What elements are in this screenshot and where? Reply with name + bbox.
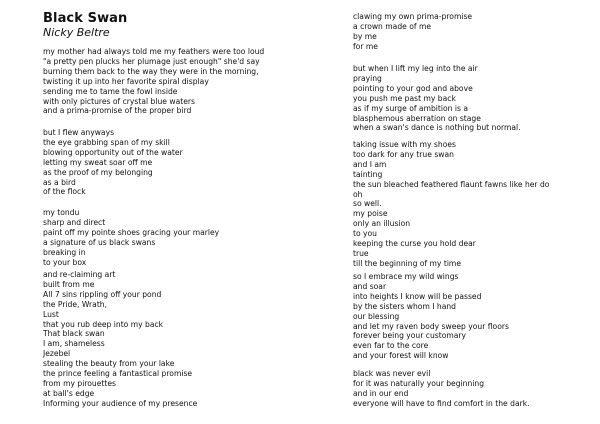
poem-line: and a prima-promise of the proper bird <box>43 106 192 116</box>
poem-line: you push me past my back <box>353 93 456 103</box>
poem-line: with only pictures of crystal blue waters <box>43 96 195 106</box>
stanza <box>353 64 521 133</box>
poem-line: taking issue with my shoes <box>353 140 456 149</box>
poem-line: from my pirouettes <box>43 378 116 388</box>
poem-line: breaking in <box>43 247 86 257</box>
poem-line: built from me <box>43 279 95 289</box>
poem-line: as a bird <box>43 177 76 187</box>
poem-line: paint off my pointe shoes gracing your marley <box>43 227 220 237</box>
poem-title: Black Swan <box>43 11 128 26</box>
poem-line: the sun bleached feathered flaunt fawns like her do <box>353 179 550 189</box>
poem-line: forever being your customary <box>353 331 467 341</box>
stanza <box>353 272 509 361</box>
poem-line: That black swan <box>43 329 105 339</box>
poem-line: of the flock <box>43 187 86 197</box>
poem-line: only an illusion <box>353 219 411 229</box>
poem-line: as the proof of my belonging <box>43 167 153 177</box>
poem-line: I am, shameless <box>43 339 105 349</box>
poem-line: for me <box>353 41 378 51</box>
poem-line: into heights I know will be passed <box>353 291 482 301</box>
poem-line: but when I lift my leg into the air <box>353 64 478 73</box>
poem-line: "a pretty pen plucks her plumage just enough" she'd say <box>43 56 260 66</box>
poem-line: burning them back to the way they were in the morning, <box>43 66 259 76</box>
poem-line: and I am <box>353 159 387 169</box>
poem-author: Nicky Beltre <box>43 26 110 39</box>
poem-line: my mother had always told me my feathers were too loud <box>43 47 265 56</box>
poem-line: by the sisters whom I hand <box>353 301 457 311</box>
poem-line: and your forest will know <box>353 351 449 361</box>
poem-line: blasphemous aberration on stage <box>353 113 481 123</box>
poem-line: our blessing <box>353 311 400 321</box>
poem-line: but I flew anyways <box>43 128 115 137</box>
poem-line: and re-claiming art <box>43 270 116 279</box>
poem-line: and soar <box>353 281 387 291</box>
stanza <box>353 12 472 52</box>
poem-line: till the beginning of my time <box>353 258 461 268</box>
poem-line: sending me to tame the fowl inside <box>43 86 178 96</box>
poem-line: Jezebel <box>43 349 71 359</box>
poem-line: so well. <box>353 199 382 209</box>
poem-line: clawing my own prima-promise <box>353 12 473 21</box>
poem-line: for it was naturally your beginning <box>353 378 485 388</box>
poem-line: tainting <box>353 169 383 179</box>
poem-line: black was never evil <box>353 369 431 378</box>
poem-line: my tondu <box>43 208 80 217</box>
poem-line: by me <box>353 31 377 41</box>
poem-line: the eye grabbing span of my skill <box>43 137 170 147</box>
poem-line: the Pride, Wrath, <box>43 299 108 309</box>
poem-line: that you rub deep into my back <box>43 319 164 329</box>
poem-line: everyone will have to find comfort in the dark. <box>353 398 530 408</box>
poem-line: to your box <box>43 257 87 267</box>
poem-line: pointing to your god and above <box>353 83 473 93</box>
poem-line: oh <box>353 189 363 199</box>
poem-line: Informing your audience of my presence <box>43 398 198 408</box>
poem-line: keeping the curse you hold dear <box>353 239 476 249</box>
poem-line: as if my surge of ambition is a <box>353 103 468 113</box>
stanza <box>43 208 219 267</box>
poem-line: All 7 sins rippling off your pond <box>43 289 162 299</box>
stanza <box>43 128 183 197</box>
poem-line: stealing the beauty from your lake <box>43 359 175 369</box>
poem-line: so I embrace my wild wings <box>353 272 459 281</box>
poem-line: letting my sweat soar off me <box>43 157 153 167</box>
poem-line: blowing opportunity out of the water <box>43 147 183 157</box>
poem-line: the prince feeling a fantastical promise <box>43 369 193 379</box>
poem-line: at ball's edge <box>43 388 95 398</box>
poem-line: true <box>353 248 369 258</box>
stanza <box>43 47 264 116</box>
poem-line: to you <box>353 229 377 239</box>
poem-line: and in our end <box>353 388 409 398</box>
poem-line: even far to the core <box>353 341 429 351</box>
poem-line: praying <box>353 73 382 83</box>
poem-line: a crown made of me <box>353 21 432 31</box>
poem-line: and let my raven body sweep your floors <box>353 321 509 331</box>
stanza <box>353 369 530 409</box>
poem-line: a signature of us black swans <box>43 237 156 247</box>
stanza <box>43 270 197 409</box>
stanza <box>353 140 549 269</box>
poem-line: Lust <box>43 309 59 319</box>
poem-line: twisting it up into her favorite spiral display <box>43 76 209 86</box>
poem-line: too dark for any true swan <box>353 149 454 159</box>
poem-line: sharp and direct <box>43 217 106 227</box>
poem-line: when a swan's dance is nothing but normal. <box>353 123 521 133</box>
poem-line: my poise <box>353 209 388 219</box>
